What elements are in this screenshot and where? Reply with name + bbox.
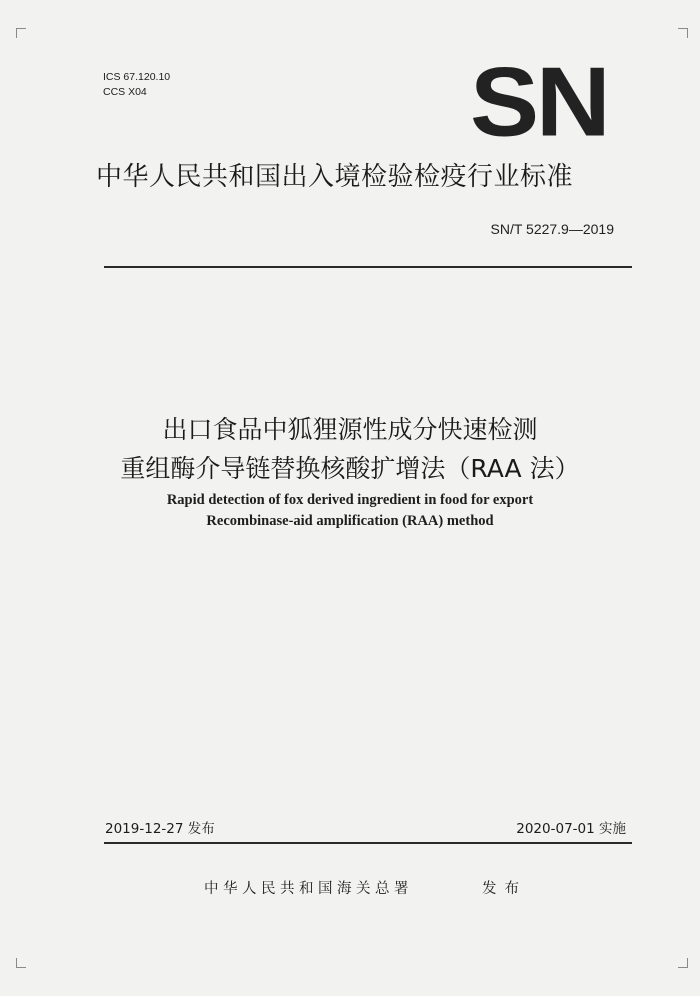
- crop-mark-top-left: [16, 28, 26, 38]
- classification-codes: [103, 70, 170, 100]
- top-divider: [104, 266, 632, 268]
- bottom-divider: [104, 842, 632, 844]
- chinese-title-line-2: 重组酶介导链替换核酸扩增法（RAA 法）: [120, 454, 580, 483]
- english-title-line-2: Recombinase-aid amplification (RAA) method: [206, 513, 494, 529]
- english-title-line-1: Rapid detection of fox derived ingredient in food for export: [166, 492, 534, 508]
- ics-code: ICS 67.120.10: [103, 71, 171, 83]
- sn-logo: SN: [470, 47, 608, 157]
- effective-date: 2020-07-01 实施: [516, 821, 626, 837]
- crop-mark-bottom-right: [678, 958, 688, 968]
- ccs-code: CCS X04: [103, 86, 147, 98]
- crop-mark-bottom-left: [16, 958, 26, 968]
- crop-mark-top-right: [678, 28, 688, 38]
- issue-date: 2019-12-27 发布: [105, 821, 215, 837]
- issue-label: 发布: [482, 881, 527, 897]
- standard-number: SN/T 5227.9—2019: [490, 221, 614, 237]
- standard-category-title: 中华人民共和国出入境检验检疫行业标准: [96, 162, 574, 192]
- chinese-title-line-1: 出口食品中狐狸源性成分快速检测: [162, 415, 538, 444]
- issuing-authority: 中华人民共和国海关总署: [204, 881, 413, 897]
